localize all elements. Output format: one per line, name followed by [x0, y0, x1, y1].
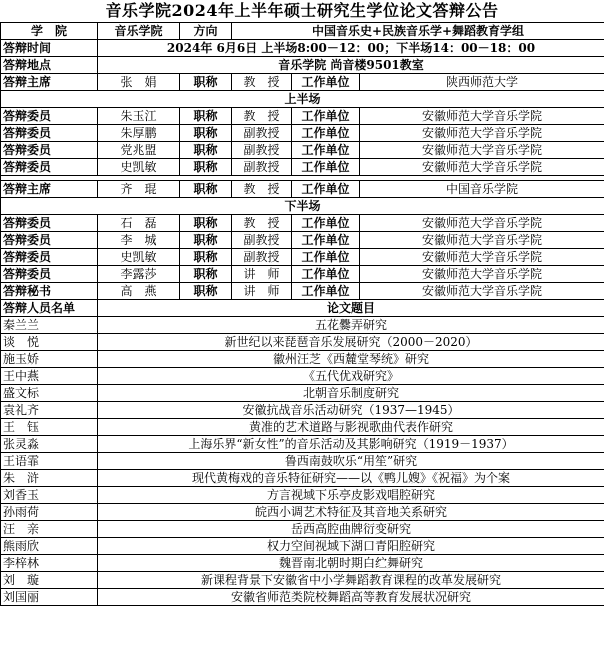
unit-label: 工作单位	[292, 215, 360, 232]
place-label: 答辩地点	[1, 57, 98, 74]
committee-role: 答辩秘书	[1, 283, 98, 300]
committee-name: 李露莎	[98, 266, 180, 283]
theses-list	[1, 317, 604, 606]
student-list-header: 答辩人员名单	[1, 300, 98, 317]
student-name: 孙雨荷	[1, 504, 98, 521]
thesis-topic: 鲁西南鼓吹乐“用笙”研究	[98, 453, 604, 470]
committee-unit: 陕西师范大学	[360, 74, 604, 91]
committee-row	[1, 283, 604, 300]
committee-title: 讲 师	[232, 283, 292, 300]
committee-role: 答辩委员	[1, 249, 98, 266]
afternoon-chair-row	[1, 181, 604, 198]
thesis-topic: 五花爨弄研究	[98, 317, 604, 334]
thesis-topic: 现代黄梅戏的音乐特征研究——以《鸭儿嫂》《祝福》为个案	[98, 470, 604, 487]
thesis-row	[1, 402, 604, 419]
thesis-row	[1, 385, 604, 402]
committee-role: 答辩主席	[1, 74, 98, 91]
thesis-topic: 权力空间视域下湖口青阳腔研究	[98, 538, 604, 555]
unit-label: 工作单位	[292, 159, 360, 176]
place-value: 音乐学院 尚音楼9501教室	[98, 57, 604, 74]
committee-name: 张 娟	[98, 74, 180, 91]
student-name: 熊雨欣	[1, 538, 98, 555]
thesis-topic: 《五代优戏研究》	[98, 368, 604, 385]
student-name: 谈 悦	[1, 334, 98, 351]
thesis-topic-header: 论文题目	[98, 300, 604, 317]
morning-section-label: 上半场	[1, 91, 604, 108]
theses-header-row	[1, 300, 604, 317]
committee-title: 教 授	[232, 181, 292, 198]
thesis-row	[1, 487, 604, 504]
committee-title: 教 授	[232, 215, 292, 232]
morning-chair-row	[1, 74, 604, 91]
place-row	[1, 57, 604, 74]
committee-unit: 安徽师范大学音乐学院	[360, 142, 604, 159]
title-label: 职称	[180, 125, 232, 142]
student-name: 王语霏	[1, 453, 98, 470]
committee-name: 史凯敏	[98, 249, 180, 266]
time-label: 答辩时间	[1, 40, 98, 57]
afternoon-section-row	[1, 198, 604, 215]
college-label: 学 院	[1, 23, 98, 40]
committee-row	[1, 108, 604, 125]
committee-name: 李 城	[98, 232, 180, 249]
thesis-row	[1, 572, 604, 589]
committee-unit: 安徽师范大学音乐学院	[360, 108, 604, 125]
thesis-row	[1, 521, 604, 538]
thesis-row	[1, 589, 604, 606]
direction-label: 方向	[180, 23, 232, 40]
committee-unit: 安徽师范大学音乐学院	[360, 125, 604, 142]
student-name: 袁礼齐	[1, 402, 98, 419]
time-value: 2024年 6月6日 上半场8:00－12：00；下半场14：00－18：00	[98, 40, 604, 57]
committee-title: 副教授	[232, 232, 292, 249]
committee-unit: 安徽师范大学音乐学院	[360, 249, 604, 266]
committee-title: 讲 师	[232, 266, 292, 283]
committee-row	[1, 215, 604, 232]
committee-role: 答辩委员	[1, 215, 98, 232]
thesis-topic: 皖西小调艺术特征及其音地关系研究	[98, 504, 604, 521]
committee-row	[1, 266, 604, 283]
committee-role: 答辩委员	[1, 125, 98, 142]
time-row	[1, 40, 604, 57]
thesis-topic: 北朝音乐制度研究	[98, 385, 604, 402]
title-label: 职称	[180, 215, 232, 232]
afternoon-section-label: 下半场	[1, 198, 604, 215]
thesis-topic: 魏晋南北朝时期白纻舞研究	[98, 555, 604, 572]
unit-label: 工作单位	[292, 108, 360, 125]
committee-role: 答辩主席	[1, 181, 98, 198]
committee-role: 答辩委员	[1, 142, 98, 159]
thesis-row	[1, 470, 604, 487]
thesis-topic: 方言视域下乐亭皮影戏唱腔研究	[98, 487, 604, 504]
thesis-topic: 上海乐界“新女性”的音乐活动及其影响研究（1919－1937）	[98, 436, 604, 453]
student-name: 王中燕	[1, 368, 98, 385]
committee-unit: 安徽师范大学音乐学院	[360, 283, 604, 300]
committee-title: 副教授	[232, 125, 292, 142]
thesis-topic: 黄准的艺术道路与影视歌曲代表作研究	[98, 419, 604, 436]
page-title: 音乐学院2024年上半年硕士研究生学位论文答辩公告	[105, 1, 499, 20]
student-name: 刘香玉	[1, 487, 98, 504]
thesis-row	[1, 419, 604, 436]
student-name: 李梓林	[1, 555, 98, 572]
thesis-row	[1, 504, 604, 521]
college-value: 音乐学院	[98, 23, 180, 40]
student-name: 秦兰兰	[1, 317, 98, 334]
student-name: 施玉娇	[1, 351, 98, 368]
thesis-row	[1, 538, 604, 555]
title-label: 职称	[180, 108, 232, 125]
committee-unit: 安徽师范大学音乐学院	[360, 232, 604, 249]
unit-label: 工作单位	[292, 181, 360, 198]
college-row	[1, 23, 604, 40]
student-name: 盛文标	[1, 385, 98, 402]
title-label: 职称	[180, 142, 232, 159]
committee-unit: 安徽师范大学音乐学院	[360, 266, 604, 283]
unit-label: 工作单位	[292, 125, 360, 142]
direction-value: 中国音乐史+民族音乐学+舞蹈教育学组	[232, 23, 604, 40]
student-name: 刘国丽	[1, 589, 98, 606]
unit-label: 工作单位	[292, 142, 360, 159]
committee-unit: 中国音乐学院	[360, 181, 604, 198]
committee-title: 副教授	[232, 142, 292, 159]
unit-label: 工作单位	[292, 266, 360, 283]
committee-row	[1, 232, 604, 249]
title-label: 职称	[180, 266, 232, 283]
committee-name: 朱玉江	[98, 108, 180, 125]
unit-label: 工作单位	[292, 283, 360, 300]
committee-role: 答辩委员	[1, 108, 98, 125]
committee-title: 教 授	[232, 74, 292, 91]
unit-label: 工作单位	[292, 232, 360, 249]
student-name: 汪 亲	[1, 521, 98, 538]
committee-title: 副教授	[232, 249, 292, 266]
thesis-row	[1, 351, 604, 368]
committee-row	[1, 249, 604, 266]
title-label: 职称	[180, 181, 232, 198]
thesis-topic: 徽州汪芝《西麓堂琴统》研究	[98, 351, 604, 368]
committee-row	[1, 142, 604, 159]
student-name: 朱 浒	[1, 470, 98, 487]
committee-role: 答辩委员	[1, 159, 98, 176]
title-label: 职称	[180, 74, 232, 91]
title-label: 职称	[180, 232, 232, 249]
morning-section-row	[1, 91, 604, 108]
unit-label: 工作单位	[292, 249, 360, 266]
unit-label: 工作单位	[292, 74, 360, 91]
committee-name: 朱厚鹏	[98, 125, 180, 142]
title-label: 职称	[180, 159, 232, 176]
thesis-row	[1, 436, 604, 453]
thesis-topic: 安徽抗战音乐活动研究（1937—1945）	[98, 402, 604, 419]
committee-role: 答辩委员	[1, 266, 98, 283]
committee-name: 高 燕	[98, 283, 180, 300]
thesis-topic: 岳西高腔曲牌衍变研究	[98, 521, 604, 538]
thesis-row	[1, 368, 604, 385]
committee-unit: 安徽师范大学音乐学院	[360, 159, 604, 176]
student-name: 王 钰	[1, 419, 98, 436]
student-name: 张灵淼	[1, 436, 98, 453]
committee-name: 齐 琨	[98, 181, 180, 198]
thesis-row	[1, 555, 604, 572]
committee-role: 答辩委员	[1, 232, 98, 249]
committee-name: 石 磊	[98, 215, 180, 232]
committee-name: 党兆盟	[98, 142, 180, 159]
committee-row	[1, 125, 604, 142]
student-name: 刘 璇	[1, 572, 98, 589]
thesis-topic: 新课程背景下安徽省中小学舞蹈教育课程的改革发展研究	[98, 572, 604, 589]
thesis-row	[1, 334, 604, 351]
committee-row	[1, 159, 604, 176]
committee-name: 史凯敏	[98, 159, 180, 176]
committee-unit: 安徽师范大学音乐学院	[360, 215, 604, 232]
committee-title: 教 授	[232, 108, 292, 125]
title-label: 职称	[180, 249, 232, 266]
thesis-row	[1, 317, 604, 334]
thesis-row	[1, 453, 604, 470]
committee-title: 副教授	[232, 159, 292, 176]
thesis-topic: 新世纪以来琵琶音乐发展研究（2000－2020）	[98, 334, 604, 351]
thesis-topic: 安徽省师范类院校舞蹈高等教育发展状况研究	[98, 589, 604, 606]
defense-table	[0, 22, 604, 606]
title-label: 职称	[180, 283, 232, 300]
